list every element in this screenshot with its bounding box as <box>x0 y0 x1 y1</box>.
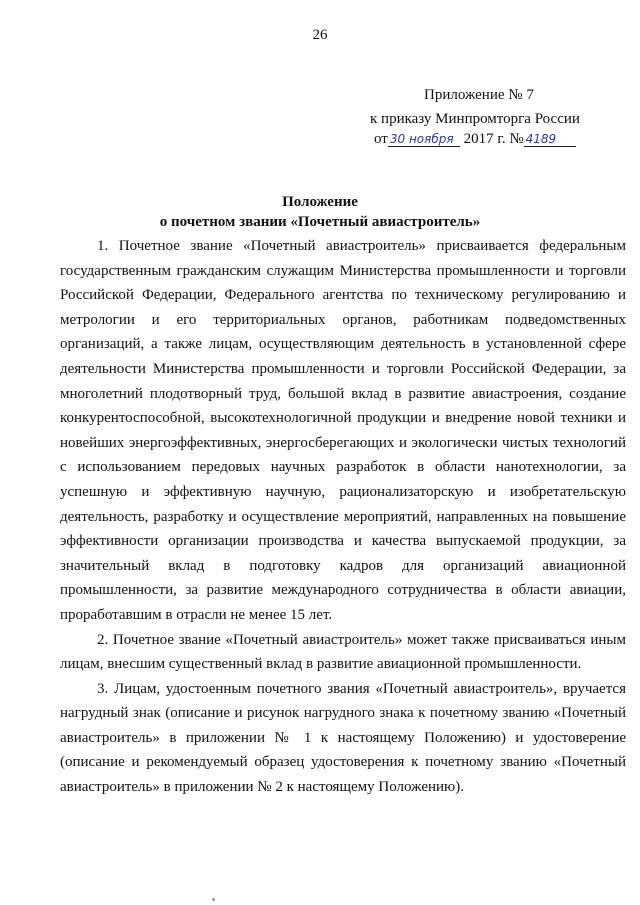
annex-date-line <box>374 129 576 149</box>
date-suffix: 2017 г. № <box>463 131 524 147</box>
page-number: 26 <box>312 27 328 43</box>
annex-title: Приложение № 7 <box>424 87 534 103</box>
date-prefix: от <box>374 131 388 147</box>
annex-order-reference: к приказу Минпромторга России <box>370 111 580 127</box>
document-body <box>60 234 626 800</box>
document-title-line1: Положение <box>282 194 358 210</box>
document-title <box>0 192 640 232</box>
paragraph-1: 1. Почетное звание «Почетный авиастроитель» присваивается федеральным государственным гражданским служащим Министерства промышленности и торговли Российской Федерации, Федерального агентства по техническому регулированию и метрологии и его территориальных органов, работникам подведомственных организаций, а также лицам, осуществляющим деятельность в установленной сфере деятельности Министерства промышленности и торговли Российской Федерации, за многолетний плодотворный труд, большой вклад в развитие авиастроения, создание конкурентоспособной, высокотехнологичной продукции и внедрение новой техники и новейших энергоэффективных, энергосберегающих и экологически чистых технологий с использованием передовых научных разработок в области нанотехнологии, за успешную и эффективную научную, рационализаторскую и изобретательскую деятельность, разработку и осуществление мероприятий, направленных на повышение эффективности организации производства и качества выпускаемой продукции, за значительный вклад в подготовку кадров для организаций авиационной промышленности, за развитие международного сотрудничества в области авиации, проработавшим в отрасли не менее 15 лет. <box>60 238 626 623</box>
paragraph-3: 3. Лицам, удостоенным почетного звания «Почетный авиастроитель», вручается нагрудный знак (описание и рисунок нагрудного знака к почетному званию «Почетный авиастроитель» в приложении № 1 к настоящему Положению) и удостоверение (описание и рекомендуемый образец удостоверения к почетному званию «Почетный авиастроитель» в приложении № 2 к настоящему Положению). <box>60 680 626 796</box>
handwritten-date: 30 ноября <box>388 132 460 147</box>
scan-dot <box>212 898 215 901</box>
handwritten-order-number: 4189 <box>524 132 576 147</box>
document-title-line2: о почетном звании «Почетный авиастроитель» <box>159 214 481 230</box>
paragraph-2: 2. Почетное звание «Почетный авиастроитель» может также присваиваться иным лицам, внесшим существенный вклад в развитие авиационной промышленности. <box>60 631 626 673</box>
